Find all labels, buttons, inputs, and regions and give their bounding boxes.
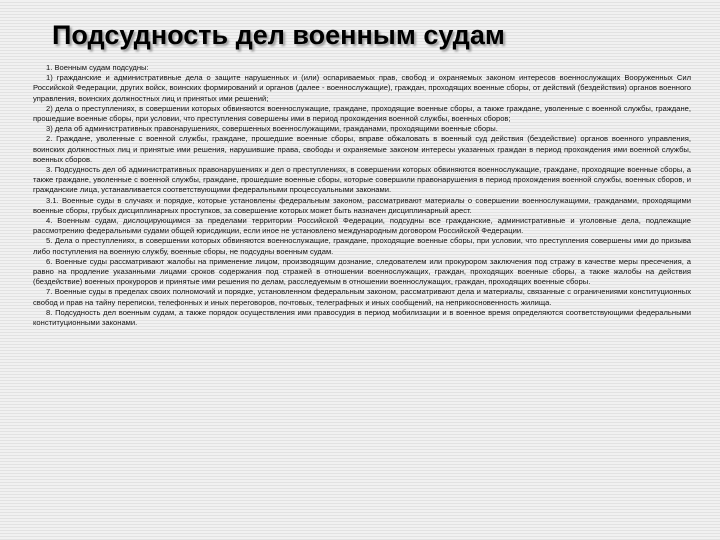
paragraph-3-1: 3.1. Военные суды в случаях и порядке, которые установлены федеральным законом, рассматривают материалы о совершении военнослужащими, гражданами, проходящими военные сборы, грубых дисциплинарных проступков, за совершение которых может быть назначен дисциплинарный арест. [33, 195, 691, 215]
paragraph-1-1: 1) гражданские и административные дела о защите нарушенных и (или) оспариваемых прав, свобод и охраняемых законом интересов военнослужащих Вооруженных Сил Российской Федерации, других войск, воинских формирований и органов (далее - военнослужащие), граждан, проходящих военные сборы, от действий (бездействия) органов военного управления, воинских должностных лиц и принятых ими решений; [33, 73, 691, 103]
paragraph-1-3: 3) дела об административных правонарушениях, совершенных военнослужащими, гражданами, проходящими военные сборы. [46, 124, 498, 134]
paragraph-5: 5. Дела о преступлениях, в совершении которых обвиняются военнослужащие, граждане, проходящие военные сборы, при условии, что преступления совершены ими до призыва либо поступления на военную службу, военные сборы, не подсудны военным судам. [33, 236, 691, 256]
paragraph-intro: 1. Военным судам подсудны: [46, 63, 149, 72]
paragraph-1-2: 2) дела о преступлениях, в совершении которых обвиняются военнослужащие, граждане, проходящие военные сборы, а также граждане, уволенные с военной службы, граждане, прошедшие военные сборы, при условии, что преступления совершены ими в период прохождения военной службы, военных сборов; [33, 103, 691, 124]
slide-body [33, 63, 691, 328]
paragraph-8: 8. Подсудность дел военным судам, а также порядок осуществления ими правосудия в период мобилизации и в военное время определяются соответствующими федеральными конституционными законами. [33, 307, 691, 328]
slide-title: Подсудность дел военным судам [52, 20, 505, 50]
paragraph-4: 4. Военным судам, дислоцирующимся за пределами территории Российской Федерации, подсудны все гражданские, административные и уголовные дела, подлежащие рассмотрению федеральными судами общей юрисдикции, если иное не установлено международным договором Российской Федерации. [33, 216, 691, 236]
paragraph-3: 3. Подсудность дел об административных правонарушениях и дел о преступлениях, в совершении которых обвиняются военнослужащие, граждане, проходящие военные сборы, а также граждане, уволенные с военной службы, граждане, прошедшие военные сборы, которые совершили правонарушения в период прохождения военной службы, военных сборов, и гражданские лица, устанавливается соответствующими федеральными процессуальными законами. [33, 165, 691, 195]
paragraph-2: 2. Граждане, уволенные с военной службы, граждане, прошедшие военные сборы, вправе обжаловать в военный суд действия (бездействие) органов военного управления, воинских должностных лиц и принятые ими решения, нарушившие права, свободы и охраняемые законом интересы указанных граждан в период прохождения ими военной службы, военных сборов. [33, 134, 691, 164]
paragraph-6: 6. Военные суды рассматривают жалобы на применение лицом, производящим дознание, следователем или прокурором заключения под стражу в качестве меры пресечения, а равно на продление указанными лицами сроков содержания под стражей в отношении военнослужащих, граждан, проходящих военные сборы, а также жалобы на действия (бездействие) военных прокуроров и принятые ими решения по делам, расследуемым в отношении военнослужащих, граждан, проходящих военные сборы. [33, 256, 691, 287]
paragraph-7: 7. Военные суды в пределах своих полномочий и порядке, установленном федеральным законом, рассматривают дела и материалы, связанные с ограничениями конституционных свобод и прав на тайну переписки, телефонных и иных переговоров, почтовых, телеграфных и иных сообщений, на неприкосновенность жилища. [33, 287, 691, 307]
